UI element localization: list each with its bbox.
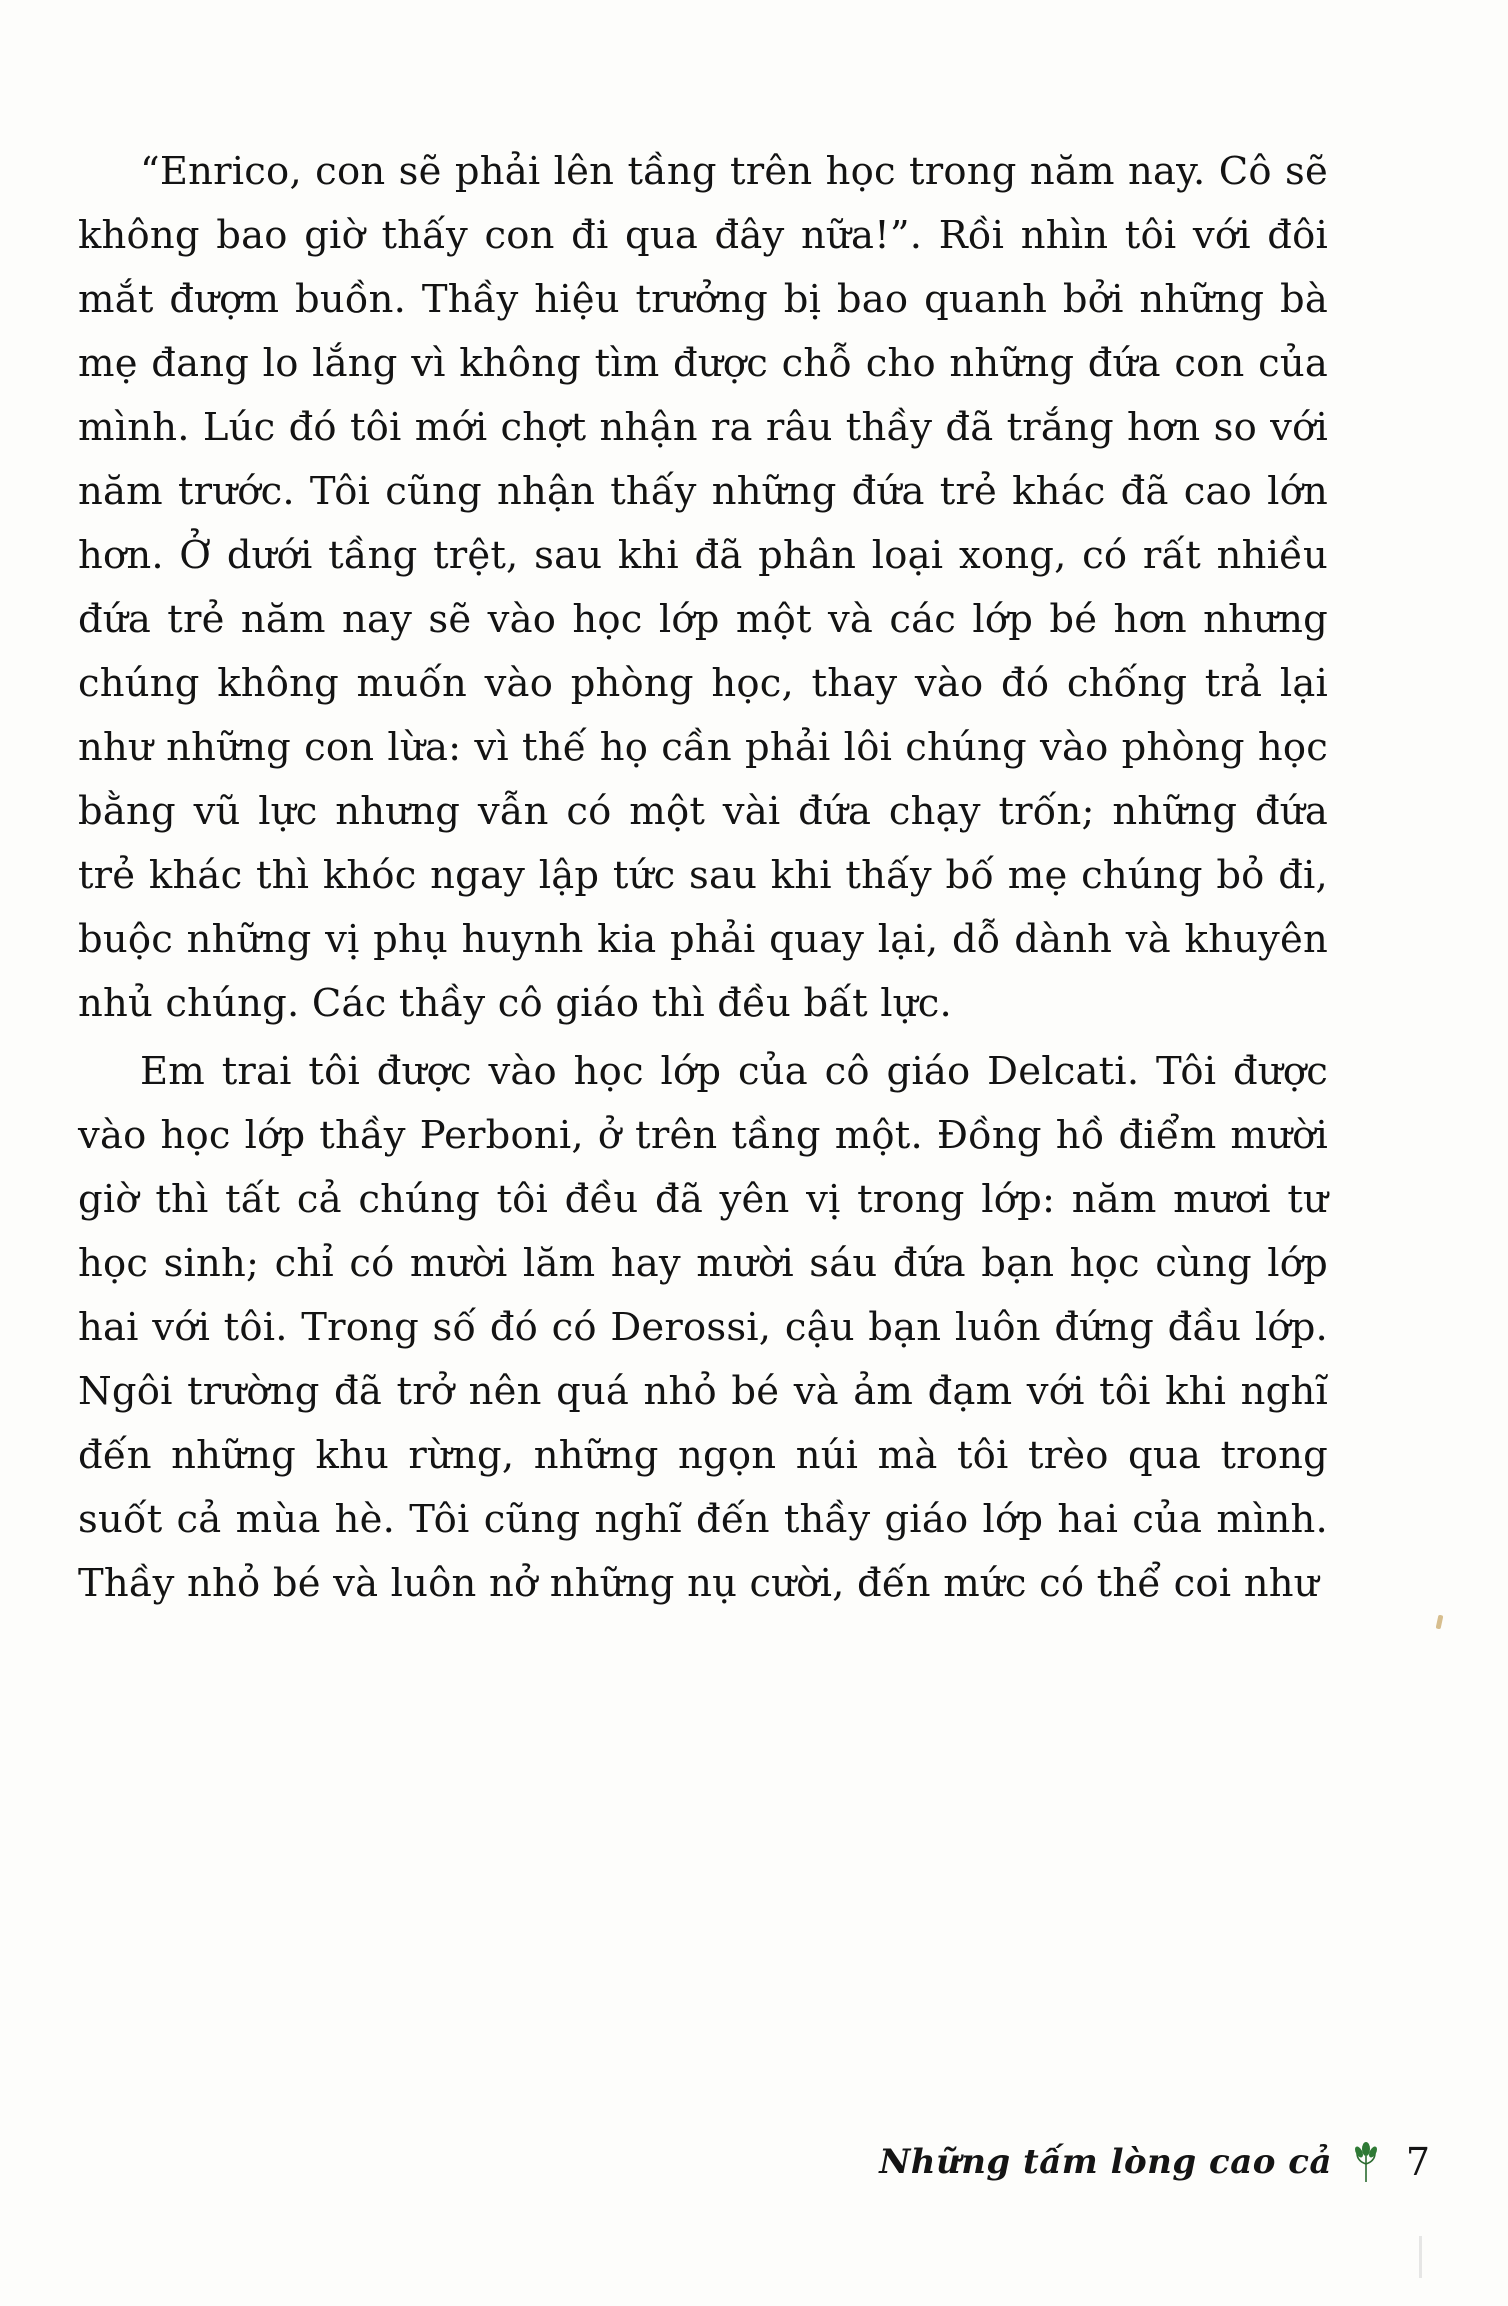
- paragraph-1: “Enrico, con sẽ phải lên tầng trên học trong năm nay. Cô sẽ không bao giờ thấy con đi qua đây nữa!”. Rồi nhìn tôi với đôi mắt đượm buồn. Thầy hiệu trưởng bị bao quanh bởi những bà mẹ đang lo lắng vì không tìm được chỗ cho những đứa con của mình. Lúc đó tôi mới chợt nhận ra râu thầy đã trắng hơn so với năm trước. Tôi cũng nhận thấy những đứa trẻ khác đã cao lớn hơn. Ở dưới tầng trệt, sau khi đã phân loại xong, có rất nhiều đứa trẻ năm nay sẽ vào học lớp một và các lớp bé hơn nhưng chúng không muốn vào phòng học, thay vào đó chống trả lại như những con lừa: vì thế họ cần phải lôi chúng vào phòng học bằng vũ lực nhưng vẫn có một vài đứa chạy trốn; những đứa trẻ khác thì khóc ngay lập tức sau khi thấy bố mẹ chúng bỏ đi, buộc những vị phụ huynh kia phải quay lại, dỗ dành và khuyên nhủ chúng. Các thầy cô giáo thì đều bất lực.: [78, 149, 1328, 1026]
- footer-book-title: Những tấm lòng cao cả: [879, 2142, 1332, 2182]
- page-footer: [78, 2140, 1430, 2184]
- page-text-body: [78, 140, 1328, 1620]
- page-edge-mark: [1436, 1615, 1444, 1630]
- page-edge-shadow: [1419, 2236, 1422, 2278]
- flower-ornament-icon: [1348, 2140, 1384, 2184]
- paragraph-2: Em trai tôi được vào học lớp của cô giáo Delcati. Tôi được vào học lớp thầy Perboni, ở trên tầng một. Đồng hồ điểm mười giờ thì tất cả chúng tôi đều đã yên vị trong lớp: năm mươi tư học sinh; chỉ có mười lăm hay mười sáu đứa bạn học cùng lớp hai với tôi. Trong số đó có Derossi, cậu bạn luôn đứng đầu lớp. Ngôi trường đã trở nên quá nhỏ bé và ảm đạm với tôi khi nghĩ đến những khu rừng, những ngọn núi mà tôi trèo qua trong suốt cả mùa hè. Tôi cũng nghĩ đến thầy giáo lớp hai của mình. Thầy nhỏ bé và luôn nở những nụ cười, đến mức có thể coi như: [78, 1049, 1328, 1606]
- page-number: 7: [1405, 2140, 1430, 2184]
